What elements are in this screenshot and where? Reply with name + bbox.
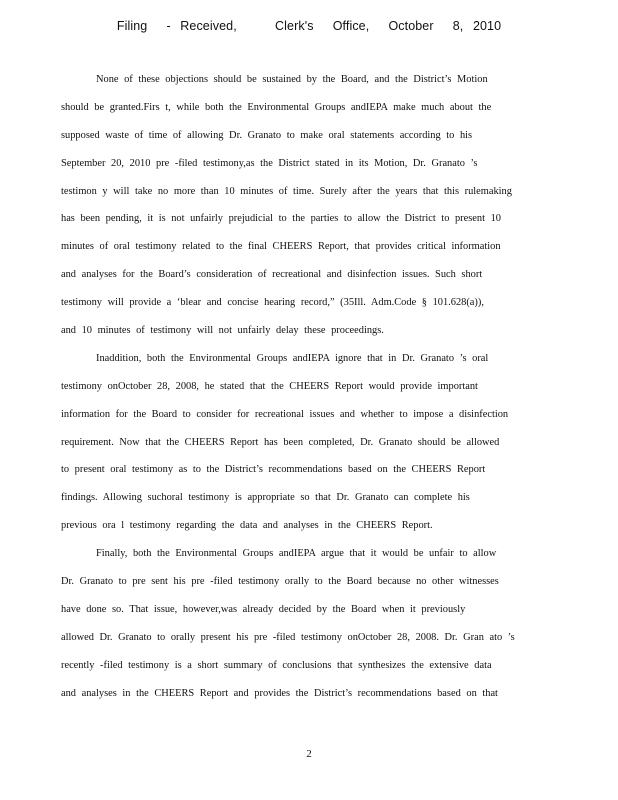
text-line: minutes of oral testimony related to the final CHEERS Report, that provides critical information [61, 241, 501, 253]
text-line: and 10 minutes of testimony will not unfairly delay these proceedings. [61, 325, 384, 337]
text-line: Finally, both the Environmental Groups andIEPA argue that it would be unfair to allow [96, 548, 497, 560]
page-number: 2 [306, 748, 312, 760]
text-line: supposed waste of time of allowing Dr. Granato to make oral statements according to his [61, 129, 473, 141]
text-line: testimony will provide a ‘blear and concise hearing record,” (35Ill. Adm.Code § 101.628(a)), [61, 297, 484, 309]
text-line: should be granted.Firs t, while both the Environmental Groups andIEPA make much about the [61, 101, 492, 113]
text-line: and analyses in the CHEERS Report and provides the District’s recommendations based on that [61, 687, 498, 699]
text-line: have done so. That issue, however,was already decided by the Board when it previously [61, 603, 466, 615]
text-line: Dr. Granato to pre sent his pre -filed testimony orally to the Board because no other witnesses [61, 576, 499, 588]
text-line: findings. Allowing suchoral testimony is appropriate so that Dr. Granato can complete his [61, 492, 470, 504]
text-line: information for the Board to consider for recreational issues and whether to impose a disinfection [61, 408, 509, 420]
document-body [61, 70, 561, 711]
text-line: September 20, 2010 pre -filed testimony,as the District stated in its Motion, Dr. Granato ’s [61, 157, 478, 169]
text-line: recently -filed testimony is a short summary of conclusions that synthesizes the extensive data [61, 659, 492, 671]
paragraph [61, 349, 561, 544]
text-line: Inaddition, both the Environmental Groups andIEPA ignore that in Dr. Granato ’s oral [96, 352, 489, 364]
paragraph [61, 544, 561, 711]
text-line: None of these objections should be sustained by the Board, and the District’s Motion [96, 74, 488, 85]
filing-stamp-header: Filing - Received, Clerk's Office, October 8, 2010 [116, 19, 502, 33]
text-line: previous ora l testimony regarding the data and analyses in the CHEERS Report. [61, 520, 433, 532]
text-line: allowed Dr. Granato to orally present his pre -filed testimony onOctober 28, 2008. Dr. Gran ato ’s [61, 631, 515, 643]
paragraph [61, 70, 561, 349]
text-line: to present oral testimony as to the District’s recommendations based on the CHEERS Report [61, 464, 486, 476]
text-line: requirement. Now that the CHEERS Report has been completed, Dr. Granato should be allowed [61, 436, 500, 448]
text-line: testimon y will take no more than 10 minutes of time. Surely after the years that this rulemaking [61, 185, 512, 197]
text-line: testimony onOctober 28, 2008, he stated that the CHEERS Report would provide important [61, 380, 478, 392]
text-line: and analyses for the Board’s consideration of recreational and disinfection issues. Such short [61, 269, 483, 281]
text-line: has been pending, it is not unfairly prejudicial to the parties to allow the District to present 10 [61, 213, 501, 225]
